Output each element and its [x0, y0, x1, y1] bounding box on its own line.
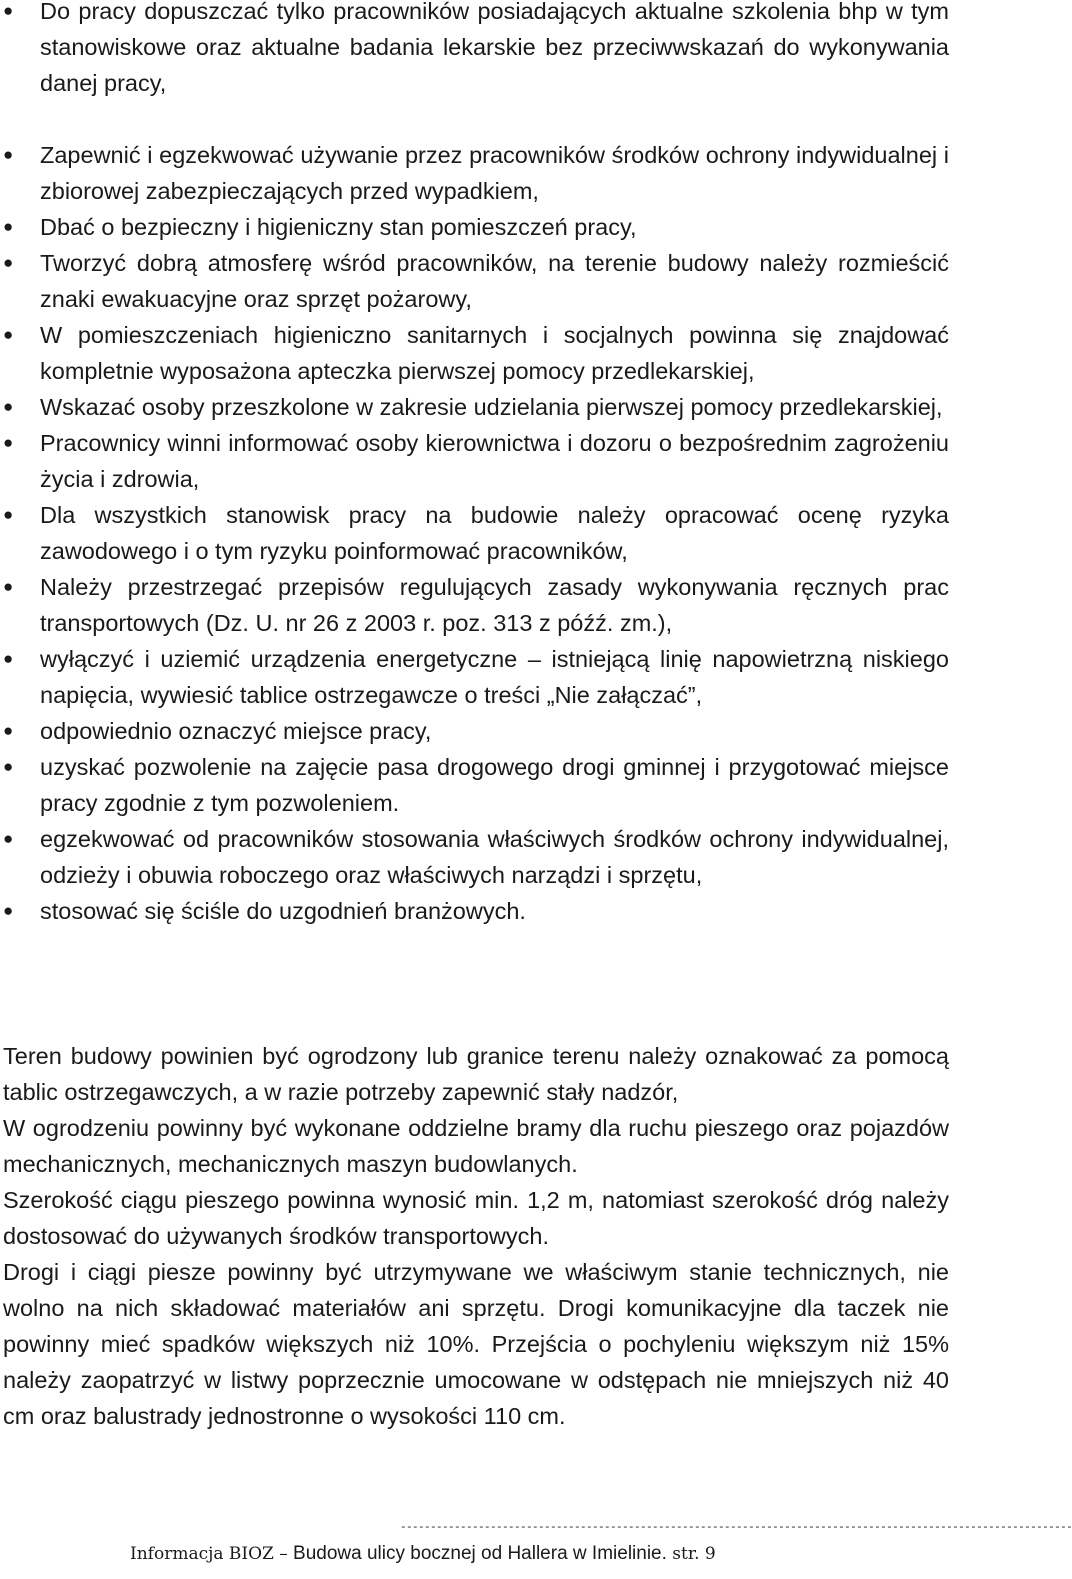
list-item-text: stosować się ściśle do uzgodnień branżowych. — [40, 898, 526, 924]
list-item — [0, 641, 949, 713]
footer-title: Budowa ulicy bocznej od Hallera w Imielinie. — [287, 1543, 667, 1564]
list-item — [0, 425, 949, 497]
paragraph: Drogi i ciągi piesze powinny być utrzymywane we właściwym stanie technicznych, nie wolno na nich składować materiałów ani sprzętu. Drogi komunikacyjne dla taczek nie powinny mieć spadków większych niż 10%. Przejścia o pochyleniu większym niż 15% należy zaopatrzyć w listwy poprzecznie umocowane w odstępach nie mniejszych niż 40 cm oraz balustrady jednostronne o wysokości 110 cm. — [3, 1259, 949, 1429]
bullet-icon: ● — [3, 829, 14, 848]
bullet-icon: ● — [3, 397, 14, 416]
bullet-icon: ● — [3, 433, 14, 452]
list-item — [0, 137, 949, 209]
list-item — [0, 821, 949, 893]
list-item-text: odpowiednio oznaczyć miejsce pracy, — [40, 718, 432, 744]
bullet-icon: ● — [3, 325, 14, 344]
list-item — [0, 209, 949, 245]
page-footer — [130, 1541, 716, 1567]
bullet-icon: ● — [3, 649, 14, 668]
body-paragraphs — [3, 1038, 949, 1434]
list-item-text: Dbać o bezpieczny i higieniczny stan pomieszczeń pracy, — [40, 214, 637, 240]
list-item-text: Tworzyć dobrą atmosferę wśród pracowników, na terenie budowy należy rozmieścić znaki ewakuacyjne oraz sprzęt pożarowy, — [40, 250, 949, 312]
list-item-text: egzekwować od pracowników stosowania właściwych środków ochrony indywidualnej, odzieży i obuwia roboczego oraz właściwych narządzi i sprzętu, — [40, 826, 949, 888]
list-item-text: Zapewnić i egzekwować używanie przez pracowników środków ochrony indywidualnej i zbiorowej zabezpieczających przed wypadkiem, — [40, 142, 949, 204]
page-number: str. 9 — [666, 1544, 716, 1564]
list-item — [0, 713, 949, 749]
bullet-icon: ● — [3, 577, 14, 596]
paragraph: W ogrodzeniu powinny być wykonane oddzielne bramy dla ruchu pieszego oraz pojazdów mechanicznych, mechanicznych maszyn budowlanych. — [3, 1115, 949, 1177]
list-item — [0, 497, 949, 569]
bullet-icon: ● — [3, 1, 14, 20]
list-item-text: Należy przestrzegać przepisów regulujących zasady wykonywania ręcznych prac transportowych (Dz. U. nr 26 z 2003 r. poz. 313 z późź. zm.), — [40, 574, 949, 636]
list-item-text: Dla wszystkich stanowisk pracy na budowie należy opracować ocenę ryzyka zawodowego i o tym ryzyku poinformować pracowników, — [40, 502, 949, 564]
bullet-icon: ● — [3, 721, 14, 740]
list-item-text: Pracownicy winni informować osoby kierownictwa i dozoru o bezpośrednim zagrożeniu życia i zdrowia, — [40, 430, 949, 492]
footer-divider: ---------------------------------------------------------------------------------------------------------------- — [400, 1522, 1072, 1534]
list-item — [0, 389, 949, 425]
bullet-icon: ● — [3, 145, 14, 164]
paragraph: Teren budowy powinien być ogrodzony lub granice terenu należy oznakować za pomocą tablic ostrzegawczych, a w razie potrzeby zapewnić stały nadzór, — [3, 1043, 949, 1105]
bullet-icon: ● — [3, 901, 14, 920]
bullet-icon: ● — [3, 217, 14, 236]
list-item — [0, 893, 949, 929]
bullet-icon: ● — [3, 757, 14, 776]
list-item — [0, 245, 949, 317]
list-item — [0, 569, 949, 641]
list-item-text: uzyskać pozwolenie na zajęcie pasa drogowego drogi gminnej i przygotować miejsce pracy zgodnie z tym pozwoleniem. — [40, 754, 949, 816]
paragraph: Szerokość ciągu pieszego powinna wynosić min. 1,2 m, natomiast szerokość dróg należy dostosować do używanych środków transportowych. — [3, 1187, 949, 1249]
footer-label: Informacja BIOZ – — [130, 1544, 288, 1564]
list-item-text: wyłączyć i uziemić urządzenia energetyczne – istniejącą linię napowietrzną niskiego napięcia, wywiesić tablice ostrzegawcze o treści „Nie załączać”, — [40, 646, 949, 708]
list-item — [0, 317, 949, 389]
list-item-text: W pomieszczeniach higieniczno sanitarnych i socjalnych powinna się znajdować kompletnie wyposażona apteczka pierwszej pomocy przedlekarskiej, — [40, 322, 949, 384]
list-item — [0, 0, 949, 101]
list-item-text: Do pracy dopuszczać tylko pracowników posiadających aktualne szkolenia bhp w tym stanowiskowe oraz aktualne badania lekarskie bez przeciwwskazań do wykonywania danej pracy, — [40, 0, 949, 96]
bullet-icon: ● — [3, 253, 14, 272]
list-item — [0, 749, 949, 821]
list-item-text: Wskazać osoby przeszkolone w zakresie udzielania pierwszej pomocy przedlekarskiej, — [40, 394, 943, 420]
bullet-icon: ● — [3, 505, 14, 524]
